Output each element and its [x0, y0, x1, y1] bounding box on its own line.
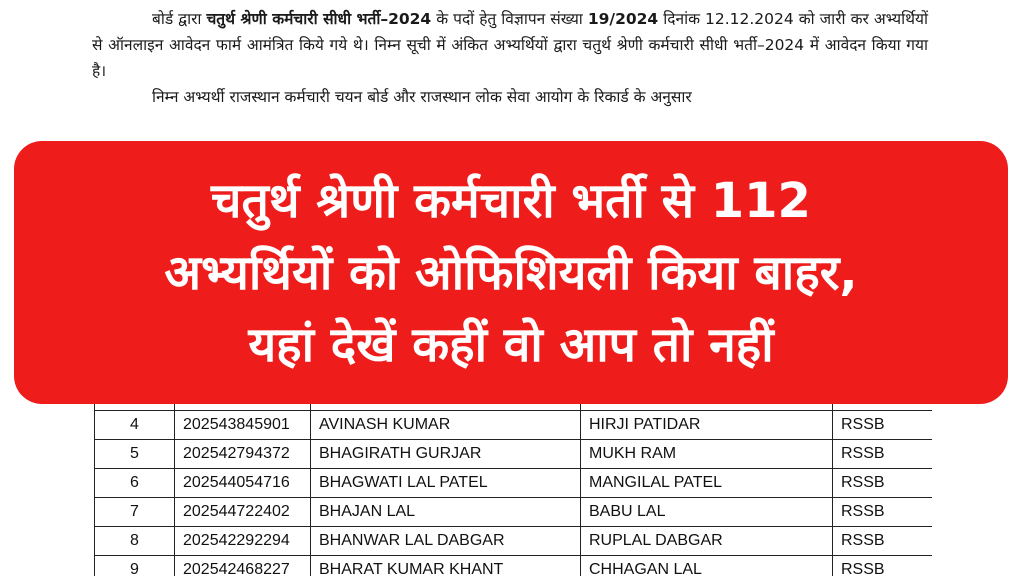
headline-line-2: अभ्यर्थियों को ओफिशियली किया बाहर,: [164, 244, 858, 301]
cell-serial-number: 5: [95, 440, 175, 469]
cell-candidate-name: AVINASH KUMAR: [311, 411, 581, 440]
cell-father-name: RUPLAL DABGAR: [581, 527, 833, 556]
cell-father-name: CHHAGAN LAL: [581, 556, 833, 576]
table-row: [95, 440, 933, 469]
table-row: [95, 556, 933, 576]
cell-serial-number: 9: [95, 556, 175, 576]
headline-line-1: चतुर्थ श्रेणी कर्मचारी भर्ती से 112: [211, 172, 811, 229]
cell-application-number: 202543845901: [175, 411, 311, 440]
table-row: [95, 527, 933, 556]
cell-serial-number: 7: [95, 498, 175, 527]
cell-candidate-name: BHAJAN LAL: [311, 498, 581, 527]
document-text: [92, 6, 928, 110]
cell-board: RSSB: [833, 556, 933, 576]
cell-serial-number: 6: [95, 469, 175, 498]
cell-board: RSSB: [833, 411, 933, 440]
cell-father-name: MANGILAL PATEL: [581, 469, 833, 498]
cell-candidate-name: BHAGIRATH GURJAR: [311, 440, 581, 469]
cell-board: RSSB: [833, 440, 933, 469]
headline-line-3: यहां देखें कहीं वो आप तो नहीं: [248, 316, 774, 373]
cell-candidate-name: BHANWAR LAL DABGAR: [311, 527, 581, 556]
cell-board: RSSB: [833, 527, 933, 556]
cell-application-number: 202544722402: [175, 498, 311, 527]
recruitment-name: चतुर्थ श्रेणी कर्मचारी सीधी भर्ती–2024: [206, 10, 432, 28]
cell-candidate-name: BHAGWATI LAL PATEL: [311, 469, 581, 498]
cell-father-name: MUKH RAM: [581, 440, 833, 469]
cell-father-name: HIRJI PATIDAR: [581, 411, 833, 440]
cell-application-number: 202542292294: [175, 527, 311, 556]
document-paragraph-2: निम्न अभ्यर्थी राजस्थान कर्मचारी चयन बोर्ड और राजस्थान लोक सेवा आयोग के रिकार्ड के अनुसार: [152, 88, 692, 106]
document-paragraph-1: बोर्ड द्वारा चतुर्थ श्रेणी कर्मचारी सीधी भर्ती–2024 के पदों हेतु विज्ञापन संख्या 19/2024 दिनांक 12.12.2024 को जारी कर अभ्यर्थियों से ऑनलाइन आवेदन फार्म आमंत्रित किये गये थे। निम्न सूची में अंकित अभ्यर्थियों द्वारा चतुर्थ श्रेणी कर्मचारी सीधी भर्ती–2024 में आवेदन किया गया है।: [92, 10, 929, 80]
table-row: [95, 498, 933, 527]
cell-board: RSSB: [833, 498, 933, 527]
cell-serial-number: 4: [95, 411, 175, 440]
table-row: [95, 469, 933, 498]
candidate-table: [94, 399, 932, 576]
cell-candidate-name: BHARAT KUMAR KHANT: [311, 556, 581, 576]
headline-banner: [14, 141, 1008, 404]
cell-board: RSSB: [833, 469, 933, 498]
cell-father-name: BABU LAL: [581, 498, 833, 527]
cell-serial-number: 8: [95, 527, 175, 556]
cell-application-number: 202542468227: [175, 556, 311, 576]
advertisement-number: 19/2024: [587, 10, 659, 28]
table-row: [95, 411, 933, 440]
cell-application-number: 202544054716: [175, 469, 311, 498]
cell-application-number: 202542794372: [175, 440, 311, 469]
